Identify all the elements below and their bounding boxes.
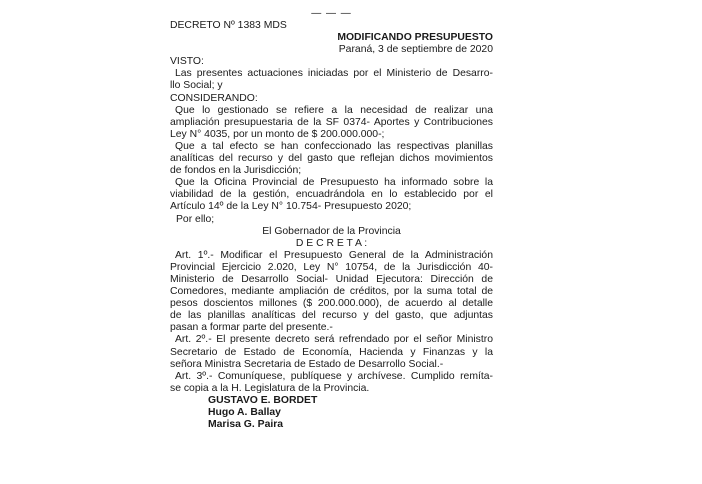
signature-minister: Hugo A. Ballay bbox=[208, 407, 281, 418]
article-2-line: Art. 2º.- El presente decreto será refrendado por el señor Ministro bbox=[175, 334, 493, 346]
considerando-line: Que lo gestionado se refiere a la necesidad de realizar una bbox=[175, 104, 493, 116]
visto-heading: VISTO: bbox=[170, 56, 204, 68]
top-rule: — — — bbox=[311, 8, 352, 19]
considerando-line: Que a tal efecto se han confeccionado las respectivas planillas bbox=[175, 140, 493, 152]
considerando-line: ampliación presupuestaria de la SF 0374- Aportes y Contribuciones bbox=[170, 116, 493, 128]
article-2-line: señora Ministra Secretaria de Estado de Desarrollo Social.- bbox=[170, 358, 444, 370]
article-1-line: Ministerio de Desarrollo Social- Unidad Ejecutora: Dirección de bbox=[170, 273, 493, 285]
decree-number: DECRETO Nº 1383 MDS bbox=[170, 20, 287, 31]
considerando-line: Artículo 14º de la Ley N° 10.754- Presupuesto 2020; bbox=[170, 201, 412, 213]
article-1-line: de las planillas analíticas del recurso y del gasto, que adjuntas bbox=[170, 310, 493, 322]
considerando-line: analíticas del recurso y del gasto que reflejan dichos movimientos bbox=[170, 153, 493, 165]
considerando-line: Ley N° 4035, por un monto de $ 200.000.000-; bbox=[170, 128, 385, 140]
visto-line: llo Social; y bbox=[170, 80, 223, 92]
article-2-line: Secretario de Estado de Economía, Hacienda y Finanzas y la bbox=[170, 346, 493, 358]
article-1-line: Art. 1º.- Modificar el Presupuesto General de la Administración bbox=[175, 249, 493, 261]
article-1-line: pesos doscientos millones ($ 200.000.000), de acuerdo al detalle bbox=[170, 298, 493, 310]
considerando-line: Que la Oficina Provincial de Presupuesto ha informado sobre la bbox=[175, 177, 493, 189]
signature-minister: Marisa G. Paira bbox=[208, 419, 284, 431]
article-3-line: Art. 3º.- Comuníquese, publíquese y archívese. Cumplido remíta- bbox=[175, 370, 493, 382]
article-1-line: Provincial Ejercicio 2.020, Ley N° 10754, de la Jurisdicción 40- bbox=[170, 261, 493, 273]
considerando-line: de fondos en la Jurisdicción; bbox=[170, 165, 302, 177]
article-3-line: se copia a la H. Legislatura de la Provincia. bbox=[170, 382, 370, 394]
por-ello: Por ello; bbox=[176, 213, 215, 225]
governor-line: El Gobernador de la Provincia bbox=[262, 225, 401, 237]
considerando-line: viabilidad de la gestión, encuadrándola en lo establecido por el bbox=[170, 189, 493, 201]
visto-line: Las presentes actuaciones iniciadas por el Ministerio de Desarro- bbox=[175, 68, 493, 80]
article-1-line: pasan a formar parte del presente.- bbox=[170, 322, 333, 334]
considerando-heading: CONSIDERANDO: bbox=[170, 92, 258, 104]
article-1-line: Comedores, mediante ampliación de créditos, por la suma total de bbox=[170, 286, 493, 298]
decree-date: Paraná, 3 de septiembre de 2020 bbox=[338, 44, 493, 56]
decreta-heading: D E C R E T A : bbox=[295, 237, 368, 249]
decree-title: MODIFICANDO PRESUPUESTO bbox=[337, 32, 493, 44]
decree-document bbox=[170, 10, 493, 431]
signature-governor: GUSTAVO E. BORDET bbox=[208, 394, 318, 406]
